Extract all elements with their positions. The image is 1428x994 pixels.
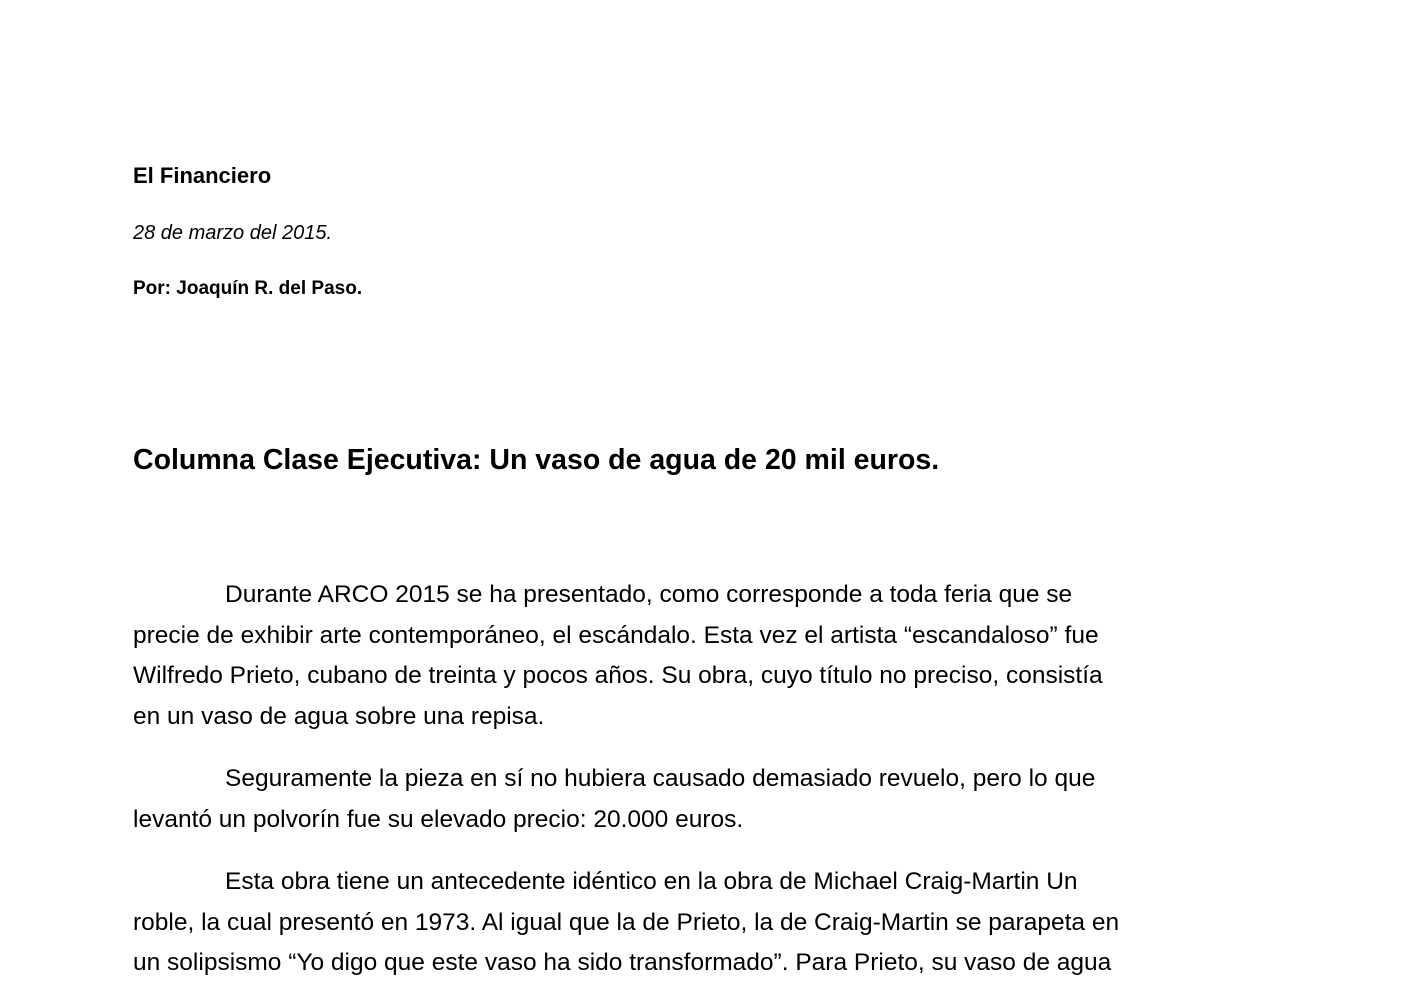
paragraph-line: Durante ARCO 2015 se ha presentado, como corresponde a toda feria que se	[225, 581, 1073, 608]
paragraph-2	[133, 759, 1298, 840]
paragraph-line: Seguramente la pieza en sí no hubiera causado demasiado revuelo, pero lo que	[225, 765, 1096, 792]
paragraph-line: roble, la cual presentó en 1973. Al igual que la de Prieto, la de Craig-Martin se parapeta en	[133, 908, 1120, 936]
publication-name: El Financiero	[133, 163, 272, 188]
publication-date: 28 de marzo del 2015.	[133, 222, 333, 244]
paragraph-line: Wilfredo Prieto, cubano de treinta y pocos años. Su obra, cuyo título no preciso, consistía	[133, 662, 1103, 689]
article-headline: Columna Clase Ejecutiva: Un vaso de agua de 20 mil euros.	[133, 444, 940, 476]
paragraph-line: un solipsismo “Yo digo que este vaso ha sido transformado”. Para Prieto, su vaso de agua	[133, 949, 1112, 976]
paragraph-3	[133, 862, 1298, 984]
paragraph-1	[133, 575, 1298, 737]
paragraph-line: Esta obra tiene un antecedente idéntico en la obra de Michael Craig-Martin Un	[225, 868, 1078, 895]
paragraph-line: en un vaso de agua sobre una repisa.	[133, 702, 545, 730]
article-body	[133, 575, 1298, 994]
paragraph-line: levantó un polvorín fue su elevado precio: 20.000 euros.	[133, 805, 744, 833]
paragraph-line: precie de exhibir arte contemporáneo, el escándalo. Esta vez el artista “escandaloso” fue	[133, 621, 1099, 649]
author-byline: Por: Joaquín R. del Paso.	[133, 278, 363, 299]
